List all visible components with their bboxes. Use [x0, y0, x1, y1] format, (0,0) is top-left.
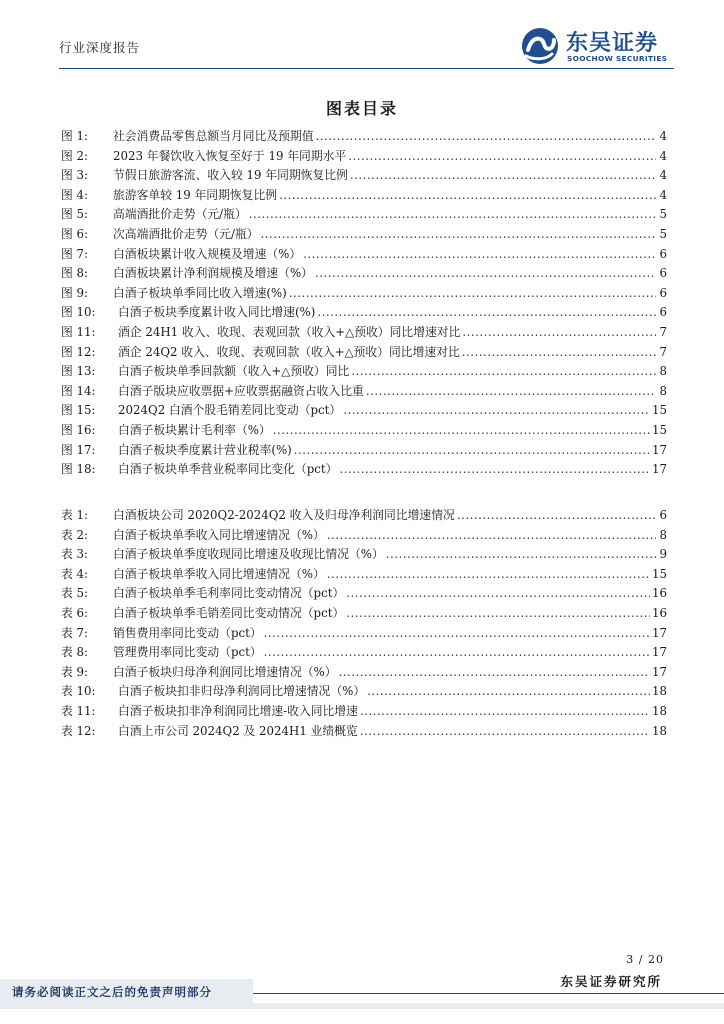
dot-leader — [303, 247, 656, 261]
entry-label: 图 8: — [61, 266, 89, 281]
entry-label: 图 16: — [61, 422, 96, 437]
dot-leader — [366, 384, 656, 398]
entry-title: 白酒板块累计净利润规模及增速（%） — [113, 266, 313, 281]
entry-page-number: 6 — [659, 246, 667, 261]
entry-label: 图 2: — [61, 148, 89, 163]
entry-title: 白酒子板块单季收入同比增速情况（%） — [113, 566, 325, 581]
figure-entry[interactable] — [61, 382, 667, 402]
entry-label: 表 2: — [61, 527, 89, 542]
entry-page-number: 17 — [651, 625, 667, 640]
table-entry[interactable] — [61, 565, 667, 585]
dot-leader — [264, 626, 650, 640]
soochow-logo-icon — [520, 26, 560, 66]
entry-label: 图 6: — [61, 226, 89, 241]
entry-page-number: 8 — [659, 364, 667, 379]
entry-label: 图 3: — [61, 168, 89, 183]
dot-leader — [360, 724, 650, 738]
figure-entry[interactable] — [61, 186, 667, 206]
figure-entry[interactable] — [61, 284, 667, 304]
entry-title: 节假日旅游客流、收入较 19 年同期恢复比例 — [113, 168, 348, 183]
entry-page-number: 6 — [659, 266, 667, 281]
soochow-logo — [520, 24, 680, 68]
entry-label: 图 9: — [61, 285, 89, 300]
figure-entry[interactable] — [61, 225, 667, 245]
entry-title: 白酒子板块累计毛利率（%） — [118, 422, 271, 437]
page-number: 3 / 20 — [626, 953, 664, 966]
entry-label: 表 12: — [61, 723, 96, 738]
figure-entry[interactable] — [61, 441, 667, 461]
figure-entry[interactable] — [61, 127, 667, 147]
dot-leader — [348, 149, 656, 163]
dot-leader — [316, 129, 656, 143]
dot-leader — [279, 188, 656, 202]
entry-page-number: 6 — [659, 305, 667, 320]
entry-label: 图 12: — [61, 344, 96, 359]
entry-title: 酒企 24H1 收入、收现、表观回款（收入+△预收）同比增速对比 — [118, 324, 461, 339]
entry-page-number: 15 — [651, 422, 667, 437]
entry-label: 图 17: — [61, 442, 96, 457]
entry-label: 图 5: — [61, 207, 89, 222]
entry-title: 白酒板块公司 2020Q2-2024Q2 收入及归母净利润同比增速情况 — [113, 508, 455, 522]
entry-page-number: 16 — [651, 586, 667, 601]
entry-page-number: 4 — [659, 168, 667, 183]
entry-label: 表 11: — [61, 703, 96, 718]
entry-title: 白酒子板块归母净利润同比增速情况（%） — [113, 664, 337, 679]
table-entry[interactable] — [61, 682, 667, 702]
entry-label: 图 7: — [61, 246, 89, 261]
report-type-label: 行业深度报告 — [59, 40, 141, 55]
entry-page-number: 7 — [659, 324, 667, 339]
figure-entry[interactable] — [61, 264, 667, 284]
entry-title: 管理费用率同比变动（pct） — [113, 645, 262, 660]
dot-leader — [249, 207, 656, 221]
entry-label: 图 4: — [61, 187, 89, 202]
entry-page-number: 17 — [651, 664, 667, 679]
logo-chinese-name: 东吴证券 — [566, 31, 659, 56]
entry-label: 表 9: — [61, 664, 89, 679]
entry-page-number: 5 — [659, 207, 667, 222]
entry-title: 白酒子板块扣非归母净利润同比增速情况（%） — [118, 684, 366, 699]
entry-page-number: 18 — [651, 703, 667, 718]
dot-leader — [346, 606, 650, 620]
figure-entry[interactable] — [61, 401, 667, 421]
entry-label: 表 10: — [61, 684, 96, 699]
dot-leader — [367, 684, 650, 698]
table-list — [61, 506, 667, 741]
table-entry[interactable] — [61, 526, 667, 546]
entry-page-number: 17 — [651, 462, 667, 477]
entry-title: 白酒子板块单季毛销差同比变动情况（pct） — [113, 605, 345, 620]
entry-label: 图 15: — [61, 403, 96, 418]
entry-label: 表 4: — [61, 566, 89, 581]
entry-label: 图 14: — [61, 383, 96, 398]
figure-entry[interactable] — [61, 460, 667, 480]
table-entry[interactable] — [61, 506, 667, 526]
figure-entry[interactable] — [61, 421, 667, 441]
footer-divider — [253, 993, 724, 994]
dot-leader — [294, 443, 650, 457]
entry-label: 表 6: — [61, 605, 89, 620]
dot-leader — [457, 508, 656, 522]
dot-leader — [327, 567, 650, 581]
figure-list — [61, 127, 667, 480]
entry-title: 高端酒批价走势（元/瓶） — [113, 207, 247, 222]
entry-label: 表 8: — [61, 645, 89, 660]
entry-page-number: 4 — [659, 148, 667, 163]
figure-entry[interactable] — [61, 245, 667, 265]
dot-leader — [350, 168, 656, 182]
entry-page-number: 15 — [651, 403, 667, 418]
table-entry[interactable] — [61, 702, 667, 722]
dot-leader — [343, 403, 650, 417]
entry-page-number: 15 — [651, 566, 667, 581]
entry-page-number: 4 — [659, 187, 667, 202]
entry-title: 白酒子板块单季收入同比增速情况（%） — [113, 527, 325, 542]
table-entry[interactable] — [61, 624, 667, 644]
entry-page-number: 8 — [659, 383, 667, 398]
entry-title: 白酒子板块单季营业税率同比变化（pct） — [118, 462, 338, 477]
entry-label: 表 1: — [61, 508, 89, 522]
entry-title: 白酒子板块季度累计营业税率(%) — [118, 442, 292, 457]
entry-label: 图 18: — [61, 462, 96, 477]
dot-leader — [289, 286, 656, 300]
entry-title: 2023 年餐饮收入恢复至好于 19 年同期水平 — [113, 148, 347, 163]
entry-title: 白酒板块累计收入规模及增速（%） — [113, 246, 302, 261]
entry-page-number: 18 — [651, 684, 667, 699]
dot-leader — [360, 704, 650, 718]
entry-page-number: 5 — [659, 226, 667, 241]
dot-leader — [351, 364, 656, 378]
footer-institute: 东吴证券研究所 — [560, 974, 662, 989]
entry-title: 白酒上市公司 2024Q2 及 2024H1 业绩概览 — [118, 723, 358, 738]
header-divider — [59, 68, 674, 69]
entry-page-number: 16 — [651, 605, 667, 620]
footer-bottom-band — [0, 1003, 724, 1009]
dot-leader — [462, 325, 656, 339]
entry-title: 2024Q2 白酒个股毛销差同比变动（pct） — [118, 403, 342, 418]
table-entry[interactable] — [61, 604, 667, 624]
figure-entry[interactable] — [61, 362, 667, 382]
entry-title: 白酒子板块单季毛利率同比变动情况（pct） — [113, 586, 345, 601]
entry-title: 白酒子版块应收票据+应收票据融资占收入比重 — [118, 383, 364, 398]
entry-title: 旅游客单较 19 年同期恢复比例 — [113, 187, 278, 202]
entry-title: 次高端酒批价走势（元/瓶） — [113, 226, 259, 241]
entry-page-number: 7 — [659, 344, 667, 359]
dot-leader — [339, 665, 650, 679]
entry-page-number: 6 — [659, 508, 667, 522]
entry-page-number: 17 — [651, 645, 667, 660]
figure-entry[interactable] — [61, 166, 667, 186]
entry-label: 图 1: — [61, 129, 89, 143]
entry-label: 表 5: — [61, 586, 89, 601]
entry-title: 销售费用率同比变动（pct） — [113, 625, 262, 640]
dot-leader — [315, 266, 656, 280]
figure-entry[interactable] — [61, 205, 667, 225]
entry-page-number: 4 — [659, 129, 667, 143]
table-entry[interactable] — [61, 663, 667, 683]
table-entry[interactable] — [61, 545, 667, 565]
entry-page-number: 6 — [659, 285, 667, 300]
entry-title: 白酒子板块单季度收现同比增速及收现比情况（%） — [113, 547, 384, 562]
entry-title: 白酒子板块季度累计收入同比增速(%) — [118, 305, 316, 320]
entry-title: 白酒子板块单季回款额（收入+△预收）同比 — [118, 364, 350, 379]
entry-label: 图 11: — [61, 324, 96, 339]
dot-leader — [386, 547, 656, 561]
entry-label: 表 7: — [61, 625, 89, 640]
figure-entry[interactable] — [61, 303, 667, 323]
dot-leader — [346, 586, 650, 600]
entry-title: 白酒子板块扣非净利润同比增速-收入同比增速 — [118, 703, 358, 718]
table-entry[interactable] — [61, 584, 667, 604]
dot-leader — [317, 305, 656, 319]
entry-title: 酒企 24Q2 收入、收现、表观回款（收入+△预收）同比增速对比 — [118, 344, 460, 359]
entry-title: 社会消费品零售总额当月同比及预期值 — [113, 129, 314, 143]
entry-page-number: 17 — [651, 442, 667, 457]
figure-entry[interactable] — [61, 343, 667, 363]
table-entry[interactable] — [61, 722, 667, 742]
entry-page-number: 18 — [651, 723, 667, 738]
dot-leader — [273, 423, 650, 437]
entry-page-number: 8 — [659, 527, 667, 542]
entry-title: 白酒子板块单季同比收入增速(%) — [113, 285, 287, 300]
figure-entry[interactable] — [61, 323, 667, 343]
entry-label: 图 10: — [61, 305, 96, 320]
footer-disclaimer: 请务必阅读正文之后的免责声明部分 — [12, 985, 212, 999]
entry-label: 图 13: — [61, 364, 96, 379]
dot-leader — [327, 528, 656, 542]
dot-leader — [462, 345, 656, 359]
dot-leader — [339, 462, 650, 476]
entry-label: 表 3: — [61, 547, 89, 562]
figure-entry[interactable] — [61, 147, 667, 167]
table-entry[interactable] — [61, 643, 667, 663]
dot-leader — [264, 645, 650, 659]
logo-english-name: SOOCHOW SECURITIES — [567, 54, 668, 63]
toc-title: 图表目录 — [325, 99, 398, 118]
entry-page-number: 9 — [659, 547, 667, 562]
dot-leader — [261, 227, 656, 241]
